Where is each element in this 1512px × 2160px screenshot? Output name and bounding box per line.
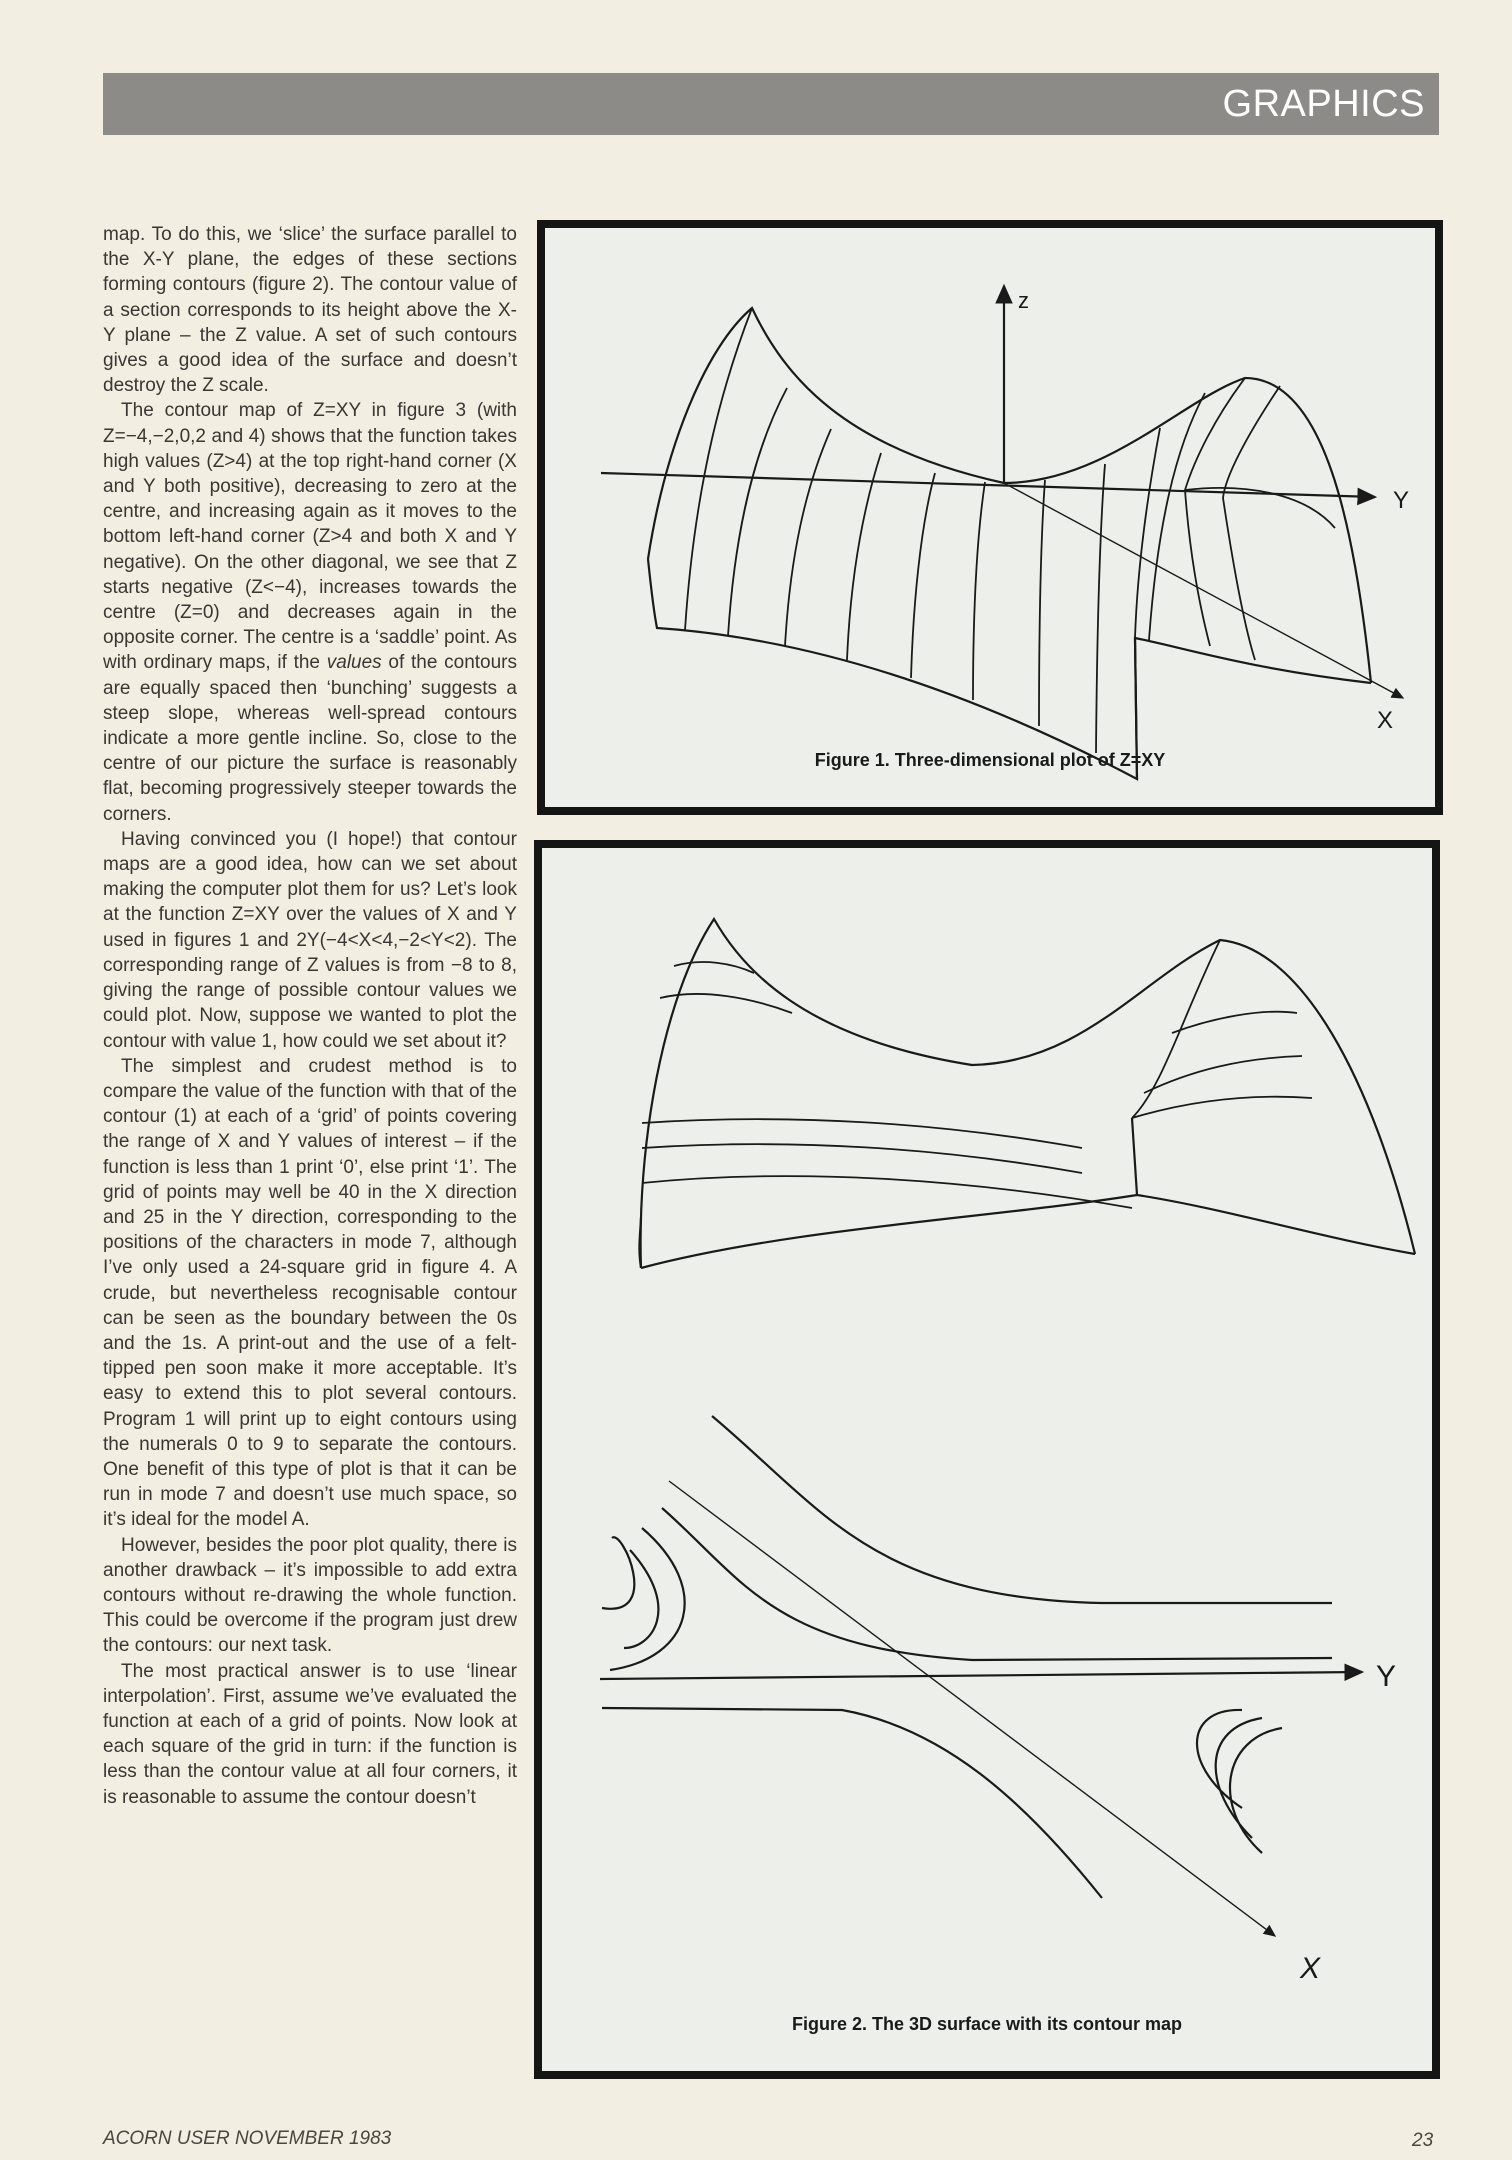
surface-outline bbox=[648, 308, 1371, 779]
article-body bbox=[103, 222, 517, 1810]
contour-line bbox=[662, 1508, 1332, 1660]
publication-footer: ACORN USER NOVEMBER 1983 bbox=[103, 2128, 392, 2149]
contour-line bbox=[610, 1528, 685, 1670]
y-axis-label: Y bbox=[1376, 1660, 1397, 1693]
x-axis bbox=[1004, 483, 1403, 698]
contour-line bbox=[624, 1550, 658, 1648]
y-axis bbox=[601, 473, 1375, 497]
section-header-bar bbox=[103, 73, 1439, 135]
paragraph: The most practical answer is to use ‘linear interpolation’. First, assume we’ve evaluated the function at each of a grid of points. Now look at each square of the grid in turn: if the function is less than the contour value at all four corners, it is reasonable to assume the contour doesn’t bbox=[103, 1660, 517, 1808]
paragraph-text: The contour map of Z=XY in figure 3 (with Z=−4,−2,0,2 and 4) shows that the function takes high values (Z>4) at the top right-hand corner (X and Y both positive), decreasing to zero at the centre, and increasing again as it moves to the bottom left-hand corner (Z>4 and both X and Y negative). On the other diagonal, we see that Z starts negative (Z<−4), increases towards the centre (Z=0) and decreases again in the opposite corner. The centre is a ‘saddle’ point. As with ordinary maps, if the bbox=[103, 400, 517, 674]
contour-line bbox=[1216, 1718, 1262, 1838]
surface-contour-drawing bbox=[542, 848, 1448, 2087]
figure-2-surface-and-contours bbox=[534, 840, 1440, 2079]
paragraph: However, besides the poor plot quality, there is another drawback – it’s impossible to add extra contours without re-drawing the whole function. This could be overcome if the program just drew the contours: our next task. bbox=[103, 1534, 517, 1657]
y-axis bbox=[600, 1672, 1362, 1679]
figure-1-caption: Figure 1. Three-dimensional plot of Z=XY bbox=[814, 750, 1166, 770]
contour-line bbox=[602, 1537, 634, 1609]
surface-cross-sections bbox=[685, 308, 1335, 753]
z-axis-label: z bbox=[1018, 288, 1029, 313]
paragraph bbox=[103, 398, 517, 826]
figure-1-3d-plot bbox=[537, 220, 1443, 815]
contour-line bbox=[712, 1416, 1332, 1603]
contour-map bbox=[600, 1416, 1362, 1936]
surface-plot-drawing bbox=[545, 228, 1451, 823]
surface-contour-slices bbox=[642, 940, 1312, 1208]
paragraph-text: of the contours are equally spaced then ‘bunching’ suggests a steep slope, whereas well-spread contours indicate a more gentle incline. So, close to the centre of our picture the surface is reasonably flat, becoming progressively steeper towards the corners. bbox=[103, 652, 517, 825]
contour-line bbox=[1230, 1728, 1282, 1853]
section-title: GRAPHICS bbox=[1222, 83, 1425, 125]
paragraph: Having convinced you (I hope!) that contour maps are a good idea, how can we set about making the computer plot them for us? Let’s look at the function Z=XY over the values of X and Y used in figures 1 and 2Y(−4<X<4,−2<Y<2). The corresponding range of Z values is from −8 to 8, giving the range of possible contour values we could plot. Now, suppose we wanted to plot the contour with value 1, how could we set about it? bbox=[103, 828, 517, 1052]
x-axis-label: X bbox=[1377, 707, 1394, 734]
emphasis: values bbox=[326, 652, 382, 674]
paragraph: map. To do this, we ‘slice’ the surface parallel to the X-Y plane, the edges of these sections forming contours (figure 2). The contour value of a section corresponds to its height above the X-Y plane – the Z value. A set of such contours gives a good idea of the surface and doesn’t destroy the Z scale. bbox=[103, 224, 517, 397]
page-number: 23 bbox=[1412, 2130, 1434, 2151]
contour-line bbox=[1197, 1710, 1242, 1808]
figure-2-caption: Figure 2. The 3D surface with its contour map bbox=[791, 2014, 1183, 2034]
paragraph: The simplest and crudest method is to compare the value of the function with that of the contour (1) at each of a ‘grid’ of points covering the range of X and Y values of interest – if the function is less than 1 print ‘0’, else print ‘1’. The grid of points may well be 40 in the X direction and 25 in the Y direction, corresponding to the positions of the characters in mode 7, although I’ve only used a 24-square grid in figure 4. A crude, but nevertheless recognisable contour can be seen as the boundary between the 0s and the 1s. A print-out and the use of a felt-tipped pen soon make it more acceptable. It’s easy to extend this to plot several contours. Program 1 will print up to eight contours using the numerals 0 to 9 to separate the contours. One benefit of this type of plot is that it can be run in mode 7 and doesn’t use much space, so it’s ideal for the model A. bbox=[103, 1055, 517, 1531]
y-axis-label: Y bbox=[1393, 487, 1410, 514]
surface-outline bbox=[639, 919, 1415, 1268]
x-axis-label: X bbox=[1300, 1952, 1321, 1985]
contour-line bbox=[602, 1708, 1102, 1898]
